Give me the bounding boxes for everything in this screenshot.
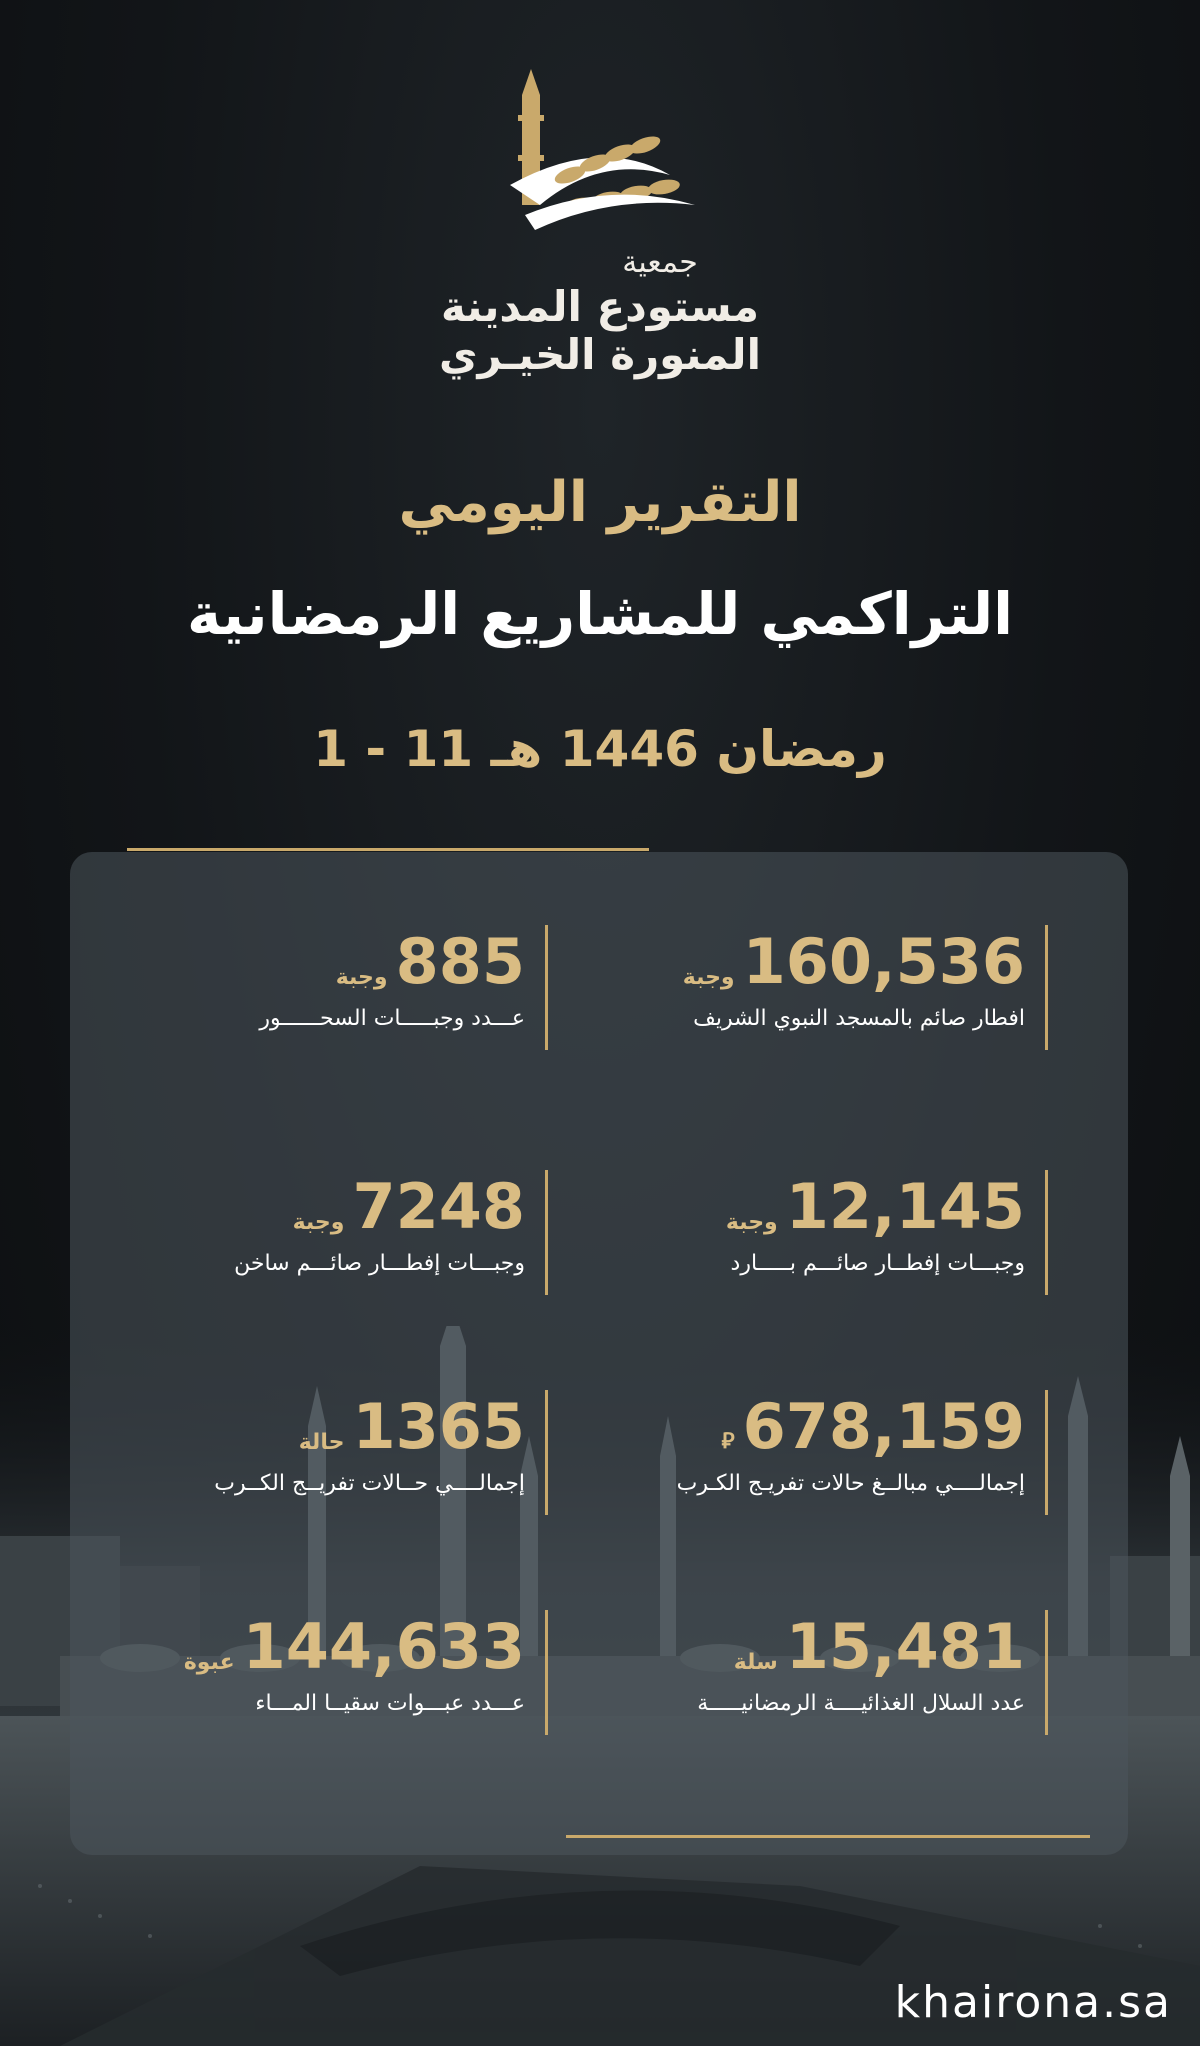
stat-label: وجبـــات إفطــار صائـــم بـــــارد [730, 1251, 1025, 1276]
stat-label: عدد السلال الغذائيــــة الرمضانيـــــة [697, 1691, 1025, 1716]
org-name-small: جمعية [622, 245, 698, 280]
stat-unit: حالة [298, 1430, 345, 1455]
bottom-divider [566, 1835, 1090, 1838]
stat-value: 15,481 [785, 1610, 1025, 1683]
stat-iftar-prophet-mosque [605, 925, 1048, 1050]
stat-unit: وجبة [335, 965, 388, 990]
stat-suhoor-meals [105, 925, 548, 1050]
stat-value: 678,159 [742, 1390, 1025, 1463]
stat-label: وجبـــات إفطـــار صائـــم ساخن [234, 1251, 525, 1276]
stat-value: 7248 [352, 1170, 525, 1243]
stat-value: 1365 [352, 1390, 525, 1463]
stat-value: 12,145 [785, 1170, 1025, 1243]
stat-unit: وجبة [725, 1210, 778, 1235]
stat-hot-iftar-meals [105, 1170, 548, 1295]
stat-label: عـــدد وجبـــــات السحــــــور [259, 1006, 525, 1031]
stat-cold-iftar-meals [605, 1170, 1048, 1295]
stat-relief-amounts [605, 1390, 1048, 1515]
stat-label: إجمالــــي مبالــغ حالات تفريـج الكـرب [676, 1471, 1025, 1496]
stat-food-baskets [605, 1610, 1048, 1735]
website-link[interactable]: khairona.sa [894, 1977, 1172, 2028]
top-divider [127, 848, 649, 851]
stat-value: 885 [395, 925, 525, 998]
stat-value: 160,536 [742, 925, 1025, 998]
report-date-range: 1 - 11 رمضان 1446 هـ [313, 720, 887, 778]
riyal-currency-icon: ⃁ [721, 1429, 735, 1454]
stat-relief-cases [105, 1390, 548, 1515]
org-name-line1: مستودع المدينة [440, 282, 760, 331]
report-title: التقرير اليومي [398, 470, 802, 535]
stat-unit: وجبة [682, 965, 735, 990]
stat-label: افطار صائم بالمسجد النبوي الشريف [693, 1006, 1025, 1031]
stat-label: إجمالــــي حــالات تفريــج الكــرب [214, 1471, 525, 1496]
minaret-wheat-emblem [430, 65, 770, 245]
stat-unit: وجبة [292, 1210, 345, 1235]
stat-value: 144,633 [242, 1610, 525, 1683]
stat-unit: عبوة [183, 1650, 235, 1675]
report-subtitle: التراكمي للمشاريع الرمضانية [186, 580, 1014, 648]
stat-water-bottles [105, 1610, 548, 1735]
stat-unit: سلة [733, 1650, 778, 1675]
stat-label: عـــدد عبـــوات سقيــا المـــاء [255, 1691, 525, 1716]
org-name-line2: المنورة الخيـري [439, 330, 761, 379]
